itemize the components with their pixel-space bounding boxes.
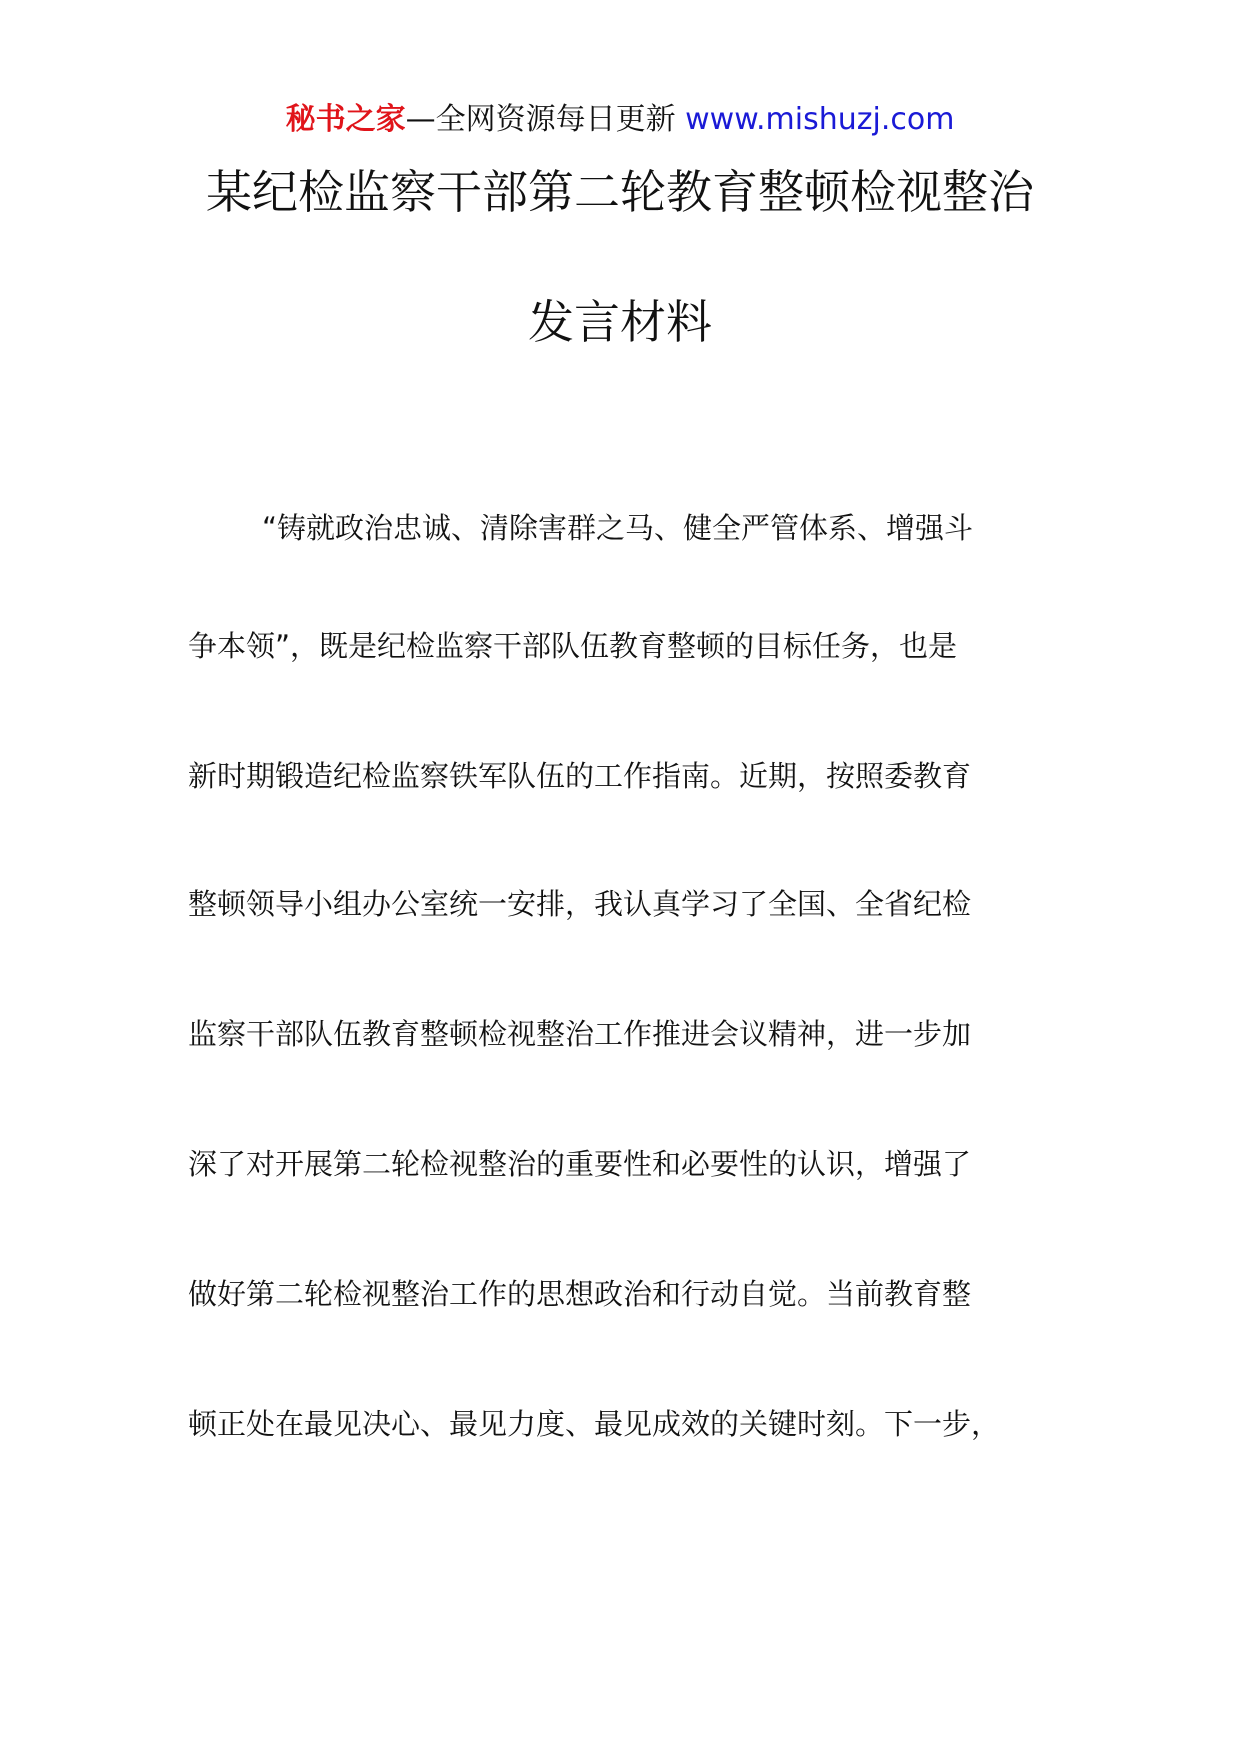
body-line: 做好第二轮检视整治工作的思想政治和行动自觉。当前教育整 (188, 1277, 972, 1311)
body-line: 整顿领导小组办公室统一安排，我认真学习了全国、全省纪检 (188, 887, 972, 921)
body-line: 新时期锻造纪检监察铁军队伍的工作指南。近期，按照委教育 (188, 759, 972, 793)
body-line: 争本领”，既是纪检监察干部队伍教育整顿的目标任务，也是 (188, 629, 958, 663)
body-line: 监察干部队伍教育整顿检视整治工作推进会议精神，进一步加 (188, 1017, 972, 1051)
site-brand[interactable]: 秘书之家 (285, 102, 406, 137)
document-title-line-1: 某纪检监察干部第二轮教育整顿检视整治 (206, 165, 1034, 219)
body-line: 顿正处在最见决心、最见力度、最见成效的关键时刻。下一步， (188, 1407, 1001, 1441)
body-line: 深了对开展第二轮检视整治的重要性和必要性的认识，增强了 (188, 1147, 972, 1181)
body-line: “铸就政治忠诚、清除害群之马、健全严管体系、增强斗 (262, 511, 974, 545)
document-title-line-2: 发言材料 (528, 295, 712, 349)
site-url-link[interactable]: www.mishuzj.com (685, 102, 955, 137)
site-header (0, 100, 1240, 140)
site-tagline: —全网资源每日更新 (405, 102, 686, 137)
